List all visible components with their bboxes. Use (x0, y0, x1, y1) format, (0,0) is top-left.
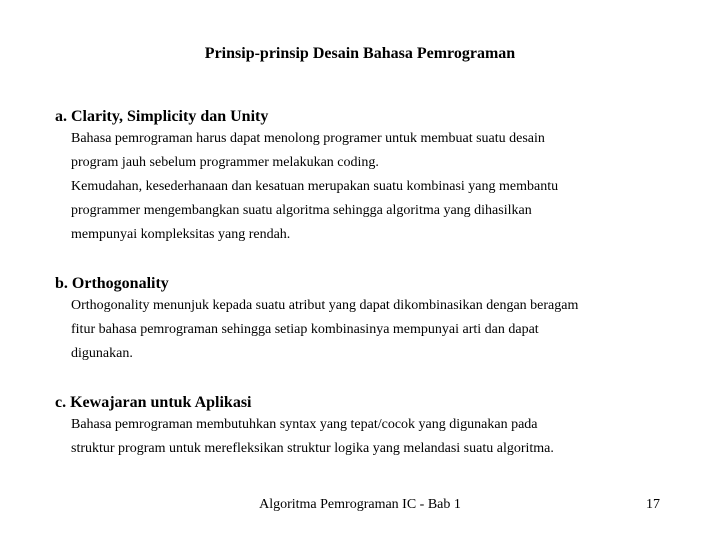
body-line: Bahasa pemrograman harus dapat menolong programer untuk membuat suatu desain (71, 131, 545, 146)
section-kewajaran (55, 393, 695, 461)
body-line: digunakan. (71, 346, 133, 361)
section-heading: a. Clarity, Simplicity dan Unity (55, 108, 269, 125)
body-line: fitur bahasa pemrograman sehingga setiap kombinasinya mempunyai arti dan dapat (71, 322, 539, 337)
body-line: Orthogonality menunjuk kepada suatu atribut yang dapat dikombinasikan dengan beragam (71, 298, 579, 313)
body-line: mempunyai kompleksitas yang rendah. (71, 227, 291, 242)
page-title: Prinsip-prinsip Desain Bahasa Pemrograman (204, 45, 516, 62)
section-heading: b. Orthogonality (55, 275, 169, 292)
section-body (71, 413, 695, 461)
body-line: struktur program untuk merefleksikan struktur logika yang melandasi suatu algoritma. (71, 441, 554, 456)
page-number: 17 (646, 497, 660, 512)
body-line: program jauh sebelum programmer melakukan coding. (71, 155, 379, 170)
footer-text: Algoritma Pemrograman IC - Bab 1 (259, 497, 461, 512)
section-body (71, 127, 695, 247)
section-orthogonality (55, 274, 695, 366)
section-clarity (55, 107, 695, 247)
body-line: Bahasa pemrograman membutuhkan syntax yang tepat/cocok yang digunakan pada (71, 417, 538, 432)
body-line: programmer mengembangkan suatu algoritma sehingga algoritma yang dihasilkan (71, 203, 532, 218)
section-heading: c. Kewajaran untuk Aplikasi (55, 394, 252, 411)
body-line: Kemudahan, kesederhanaan dan kesatuan merupakan suatu kombinasi yang membantu (71, 179, 559, 194)
section-body (71, 294, 695, 366)
